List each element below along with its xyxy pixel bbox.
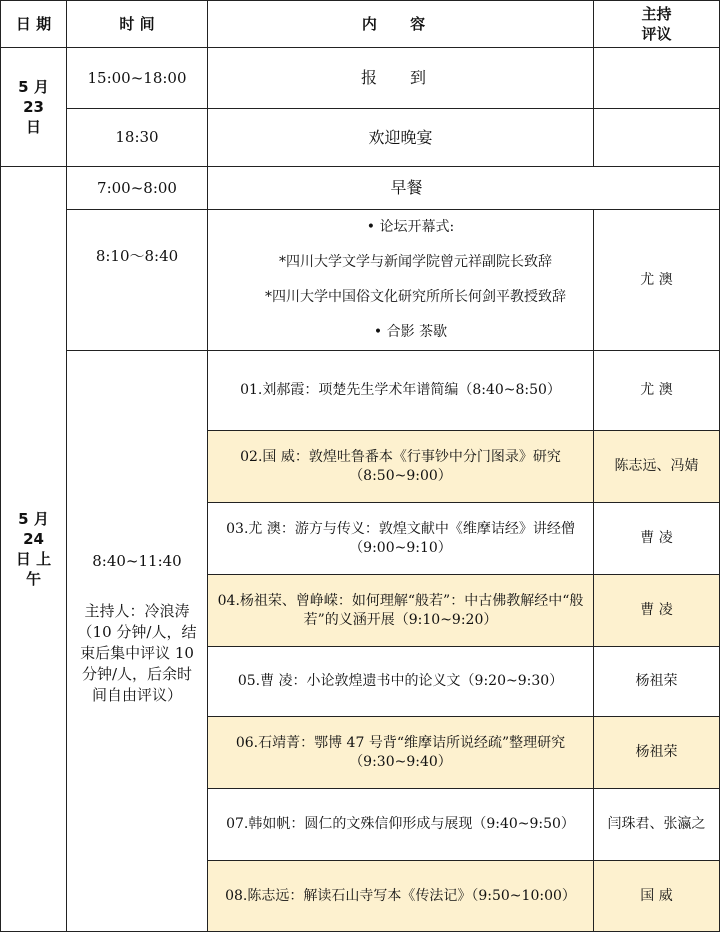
talk-7-chair: 闫珠君、张瀛之 (594, 789, 720, 861)
table-row (1, 210, 720, 351)
header-content: 内 容 (208, 1, 594, 48)
day1-time-2: 18:30 (67, 109, 208, 167)
talk-8: 08.陈志远：解读石山寺写本《传法记》（9:50~10:00） (208, 861, 594, 932)
talk-3-chair: 曹 凌 (594, 503, 720, 575)
talk-5: 05.曹 凌：小论敦煌遗书中的论义文（9:20~9:30） (208, 647, 594, 717)
header-chair: 主持评议 (594, 1, 720, 48)
opening-chair: 尤 澳 (594, 210, 720, 351)
day1-chair-1 (594, 48, 720, 109)
talk-6-chair: 杨祖荣 (594, 717, 720, 789)
talk-7: 07.韩如帆：圆仁的文殊信仰形成与展现（9:40~9:50） (208, 789, 594, 861)
session-time: 8:40~11:40 (92, 552, 182, 570)
day1-chair-2 (594, 109, 720, 167)
talk-8-chair: 国 威 (594, 861, 720, 932)
breakfast-content: 早餐 (208, 167, 720, 210)
session-cell (67, 351, 208, 932)
talk-5-chair: 杨祖荣 (594, 647, 720, 717)
table-row (1, 351, 720, 431)
day1-date: 5 月 23 日 (1, 48, 67, 167)
day1-time-1: 15:00~18:00 (67, 48, 208, 109)
opening-content (208, 210, 594, 351)
header-date: 日 期 (1, 1, 67, 48)
header-time: 时 间 (67, 1, 208, 48)
talk-3: 03.尤 澳：游方与传义：敦煌文献中《维摩诘经》讲经僧（9:00~9:10） (208, 503, 594, 575)
day2-date: 5 月 24 日 上午 (1, 167, 67, 932)
talk-1: 01.刘郝霞：项楚先生学术年谱简编（8:40~8:50） (208, 351, 594, 431)
talk-6: 06.石靖菁：鄂博 47 号背“维摩诘所说经疏”整理研究（9:30~9:40） (208, 717, 594, 789)
talk-4: 04.杨祖荣、曾峥嵘：如何理解“般若”：中古佛教解经中“般若”的义涵开展（9:10~9:20） (208, 575, 594, 647)
session-host: 主持人：冷浪涛（10 分钟/人，结束后集中评议 10 分钟/人，后余时间自由评议） (77, 602, 197, 704)
table-row (1, 109, 720, 167)
day1-content-1: 报 到 (208, 48, 594, 109)
opening-time: 8:10～8:40 (67, 210, 208, 351)
opening-item: • 合影 茶歇 (373, 324, 448, 340)
talk-4-chair: 曹 凌 (594, 575, 720, 647)
opening-item: *四川大学中国俗文化研究所所长何剑平教授致辞 (265, 289, 566, 305)
table-row (1, 167, 720, 210)
breakfast-time: 7:00~8:00 (67, 167, 208, 210)
table-row (1, 48, 720, 109)
talk-2-chair: 陈志远、冯婧 (594, 431, 720, 503)
talk-1-chair: 尤 澳 (594, 351, 720, 431)
day1-content-2: 欢迎晚宴 (208, 109, 594, 167)
talk-2: 02.国 威：敦煌吐鲁番本《行事钞中分门图录》研究（8:50~9:00） (208, 431, 594, 503)
header-row (1, 1, 720, 48)
opening-item: *四川大学文学与新闻学院曾元祥副院长致辞 (279, 254, 552, 270)
opening-item: • 论坛开幕式: (366, 219, 455, 235)
